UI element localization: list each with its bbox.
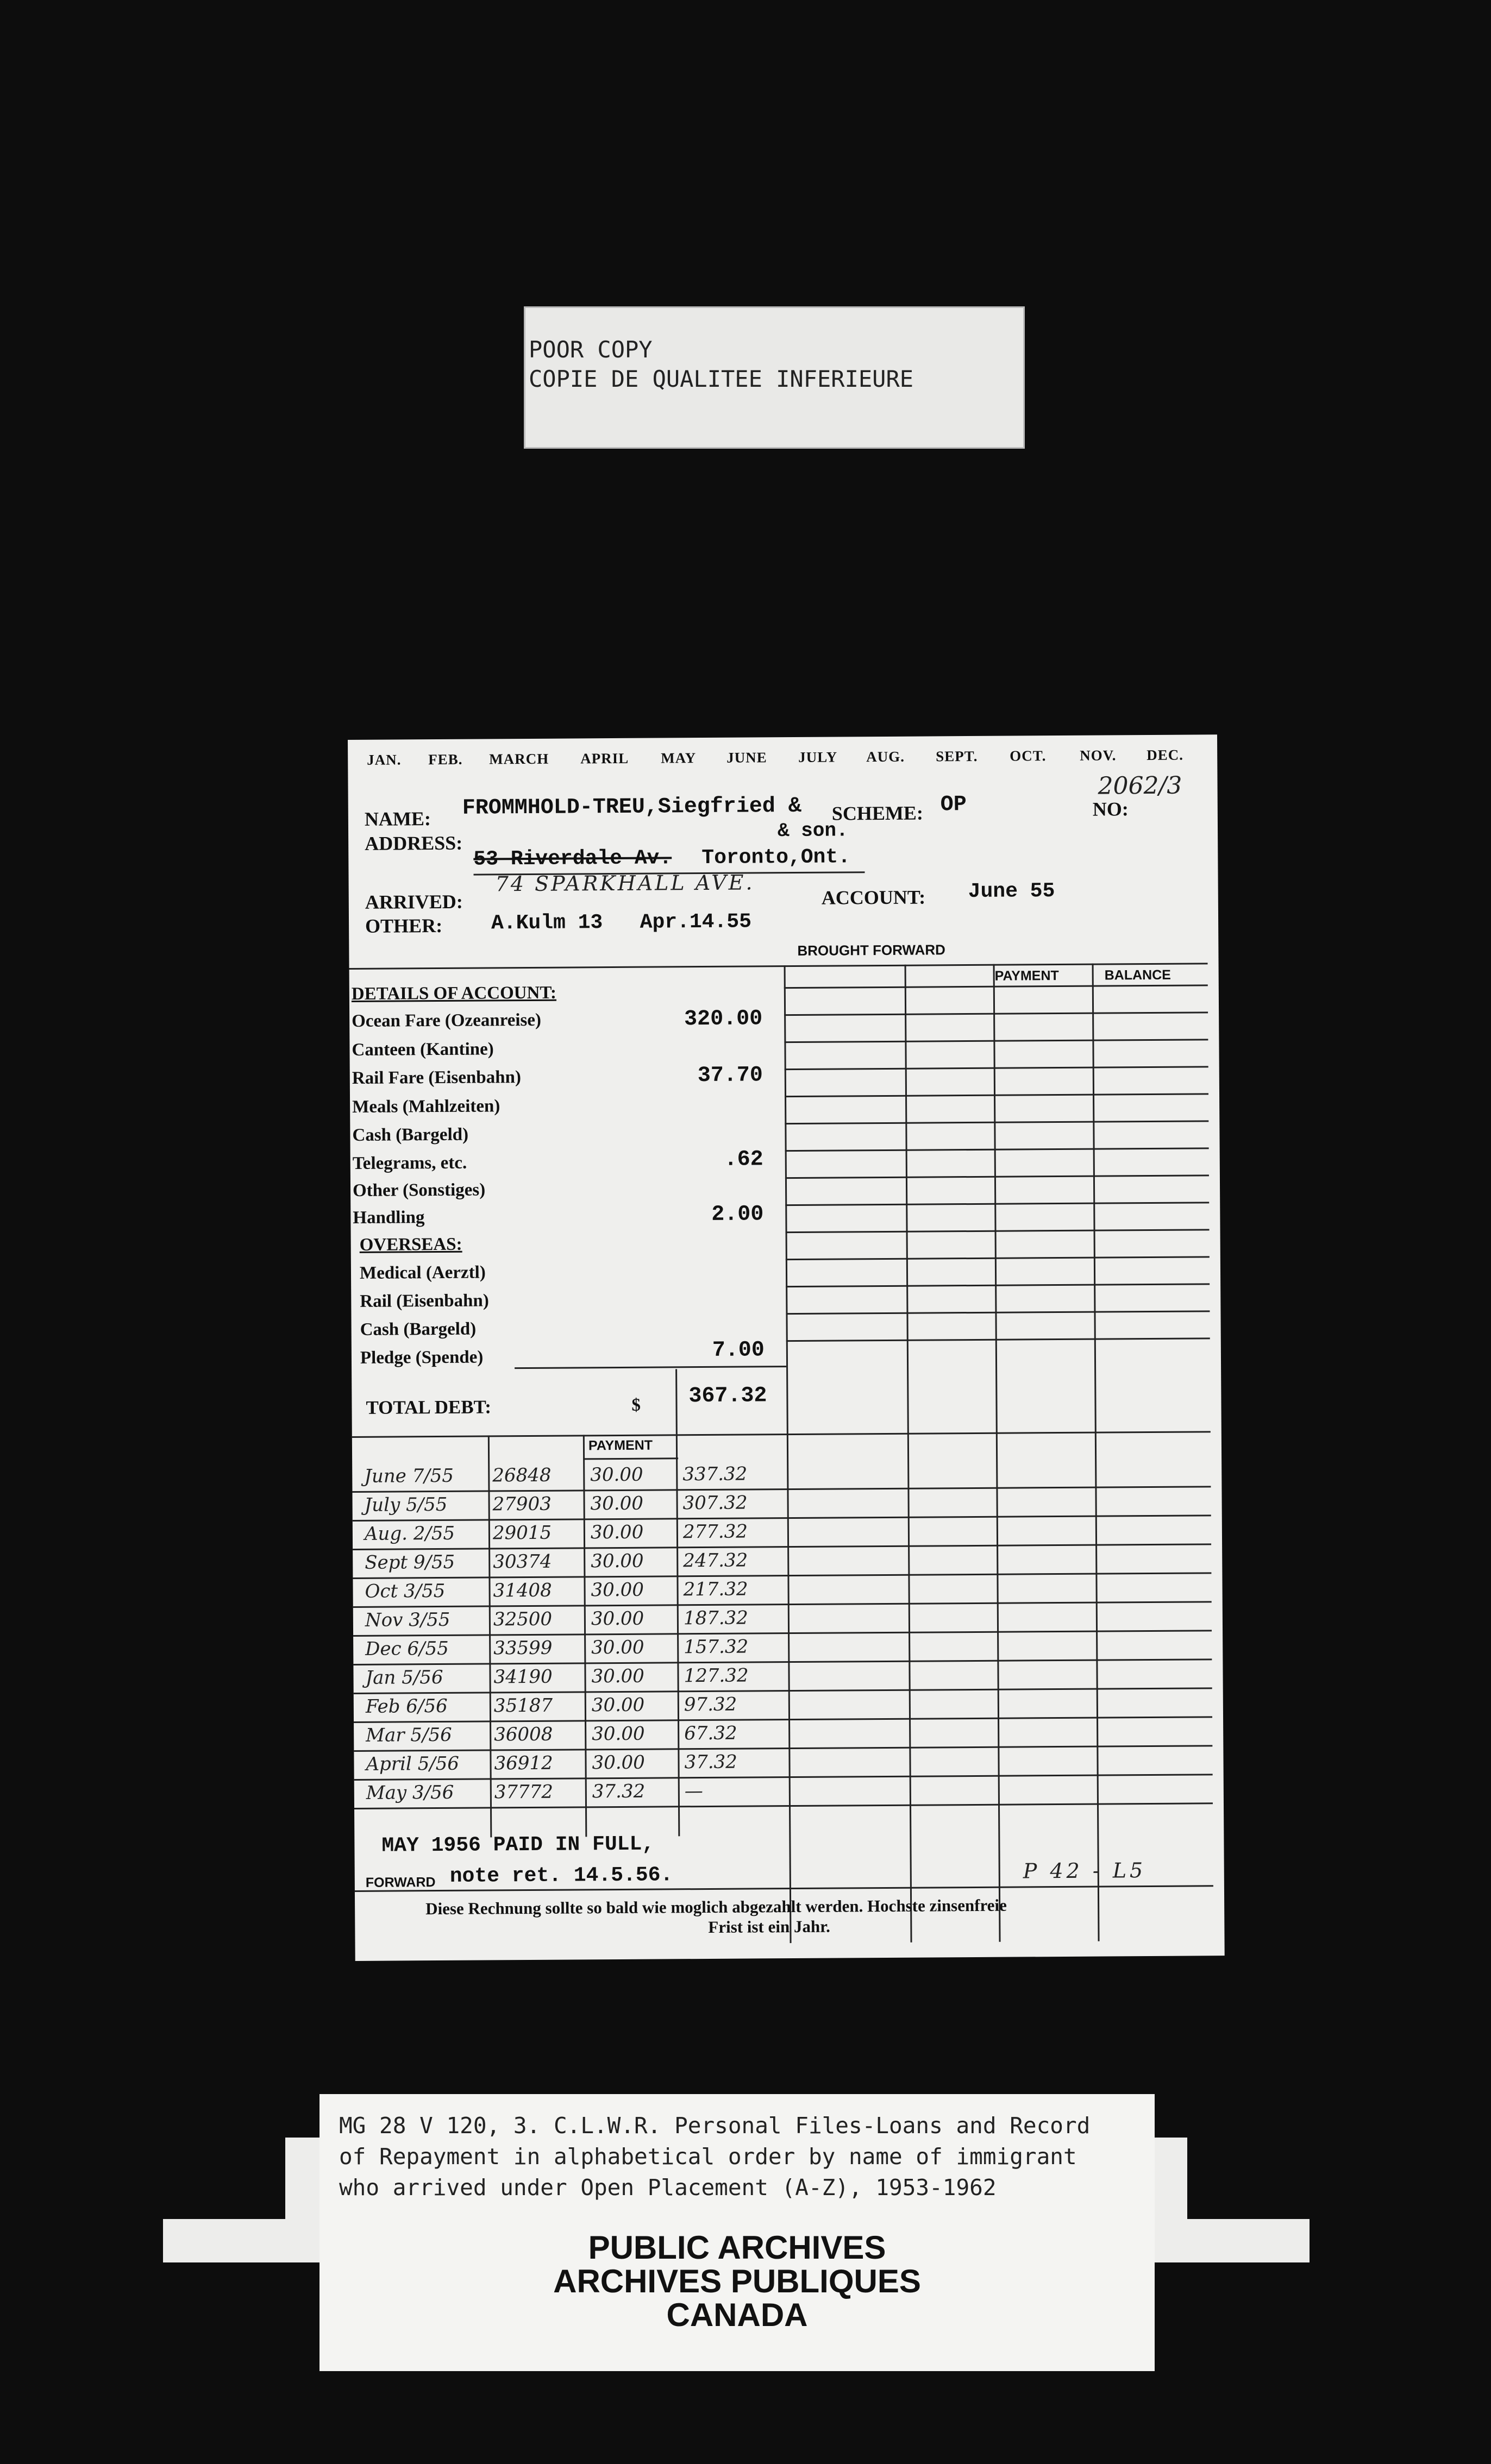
ledger-balance: 67.32 bbox=[684, 1722, 737, 1745]
detail-amount-7: 2.00 bbox=[711, 1202, 764, 1227]
ledger-row-line bbox=[354, 1745, 1212, 1752]
ledger-balance: 157.32 bbox=[684, 1636, 749, 1658]
ledger-date: April 5/56 bbox=[366, 1752, 460, 1775]
ledger-row-line bbox=[354, 1774, 1213, 1781]
poor-copy-line2: COPIE DE QUALITEE INFERIEURE bbox=[529, 366, 914, 392]
poor-copy-label bbox=[524, 306, 1025, 449]
ledger-receipt: 26848 bbox=[492, 1464, 552, 1487]
total-box-left bbox=[675, 1369, 678, 1434]
col-line-4 bbox=[1092, 964, 1100, 1941]
month-dec: DEC. bbox=[1147, 746, 1184, 764]
ledger-receipt: 27903 bbox=[492, 1493, 552, 1516]
account-card bbox=[348, 734, 1225, 1961]
ledger-date: Mar 5/56 bbox=[366, 1724, 452, 1746]
month-sep: SEPT. bbox=[936, 747, 978, 765]
payment-header: PAYMENT bbox=[994, 968, 1059, 984]
ledger-balance: 127.32 bbox=[684, 1664, 749, 1687]
ledger-payment: 30.00 bbox=[591, 1607, 644, 1630]
ledger-payment: 30.00 bbox=[590, 1521, 644, 1544]
ledger-balance: 217.32 bbox=[683, 1578, 748, 1601]
col-line-1 bbox=[784, 965, 792, 1943]
ledger-row-line bbox=[354, 1716, 1212, 1723]
archives-line1: PUBLIC ARCHIVES bbox=[588, 2229, 886, 2266]
ledger-payment: 30.00 bbox=[591, 1550, 644, 1573]
detail-amount-0: 320.00 bbox=[684, 1007, 763, 1032]
balance-header: BALANCE bbox=[1104, 967, 1171, 983]
detail-amount-2: 37.70 bbox=[697, 1063, 763, 1089]
file-number: 2062/3 bbox=[1098, 771, 1182, 800]
detail-label-4: Cash (Bargeld) bbox=[352, 1124, 469, 1145]
ledger-date: Oct 3/55 bbox=[365, 1580, 446, 1602]
ledger-date: Aug. 2/55 bbox=[364, 1522, 455, 1545]
ledger-row-line bbox=[353, 1543, 1211, 1550]
caption-line3: who arrived under Open Placement (A-Z), 1953-1962 bbox=[339, 2174, 997, 2201]
no-label: NO: bbox=[1092, 798, 1129, 820]
ledger-date: May 3/56 bbox=[366, 1781, 454, 1804]
row-line bbox=[785, 1120, 1208, 1124]
detail-amount-5: .62 bbox=[724, 1147, 763, 1172]
ledger-receipt: 36008 bbox=[494, 1723, 553, 1746]
name-label: NAME: bbox=[364, 808, 431, 830]
ledger-date: July 5/55 bbox=[364, 1493, 448, 1516]
caption-box bbox=[320, 2094, 1155, 2223]
ledger-balance: 307.32 bbox=[682, 1492, 748, 1514]
address-handwritten: 74 SPARKHALL AVE. bbox=[495, 870, 755, 896]
month-nov: NOV. bbox=[1080, 747, 1117, 764]
other-label: OTHER: bbox=[365, 914, 443, 937]
ledger-row-line bbox=[354, 1802, 1213, 1809]
ledger-payment: 37.32 bbox=[592, 1780, 646, 1803]
month-feb: FEB. bbox=[428, 751, 463, 768]
arrived-label: ARRIVED: bbox=[365, 890, 463, 913]
ledger-balance: 277.32 bbox=[682, 1520, 748, 1543]
address-city: Toronto,Ont. bbox=[701, 845, 851, 870]
ledger-header-line bbox=[583, 1457, 678, 1460]
ledger-row-line bbox=[354, 1687, 1212, 1694]
detail-amount-12: 7.00 bbox=[712, 1338, 765, 1363]
ledger-row-line bbox=[353, 1514, 1211, 1522]
ledger-receipt: 31408 bbox=[493, 1579, 552, 1602]
col-line-3 bbox=[993, 964, 1001, 1942]
ledger-date: Jan 5/56 bbox=[365, 1666, 443, 1689]
ledger-payment-header: PAYMENT bbox=[588, 1437, 653, 1454]
ledger-row-line bbox=[353, 1658, 1212, 1665]
col-line-2 bbox=[905, 965, 912, 1943]
paid-note-2: note ret. 14.5.56. bbox=[449, 1863, 673, 1888]
name-value: FROMMHOLD-TREU,Siegfried & bbox=[462, 794, 802, 821]
total-value: 367.32 bbox=[688, 1384, 767, 1409]
detail-label-7: Handling bbox=[353, 1208, 425, 1228]
ledger-balance: 97.32 bbox=[684, 1693, 737, 1716]
row-line bbox=[785, 1202, 1209, 1206]
account-value: June 55 bbox=[968, 879, 1055, 904]
total-label: TOTAL DEBT: bbox=[366, 1396, 492, 1418]
poor-copy-line1: POOR COPY bbox=[529, 336, 653, 363]
detail-label-2: Rail Fare (Eisenbahn) bbox=[352, 1067, 522, 1088]
detail-label-1: Canteen (Kantine) bbox=[352, 1039, 494, 1060]
detail-label-6: Other (Sonstiges) bbox=[352, 1180, 486, 1200]
detail-label-11: Cash (Bargeld) bbox=[360, 1319, 477, 1340]
ledger-row-line bbox=[353, 1601, 1212, 1608]
address-old: 53 Riverdale Av. bbox=[473, 846, 672, 871]
ledger-date: Dec 6/55 bbox=[365, 1637, 449, 1660]
row-line bbox=[784, 1011, 1208, 1016]
ledger-receipt: 32500 bbox=[493, 1608, 553, 1631]
detail-label-3: Meals (Mahlzeiten) bbox=[352, 1096, 500, 1117]
month-mar: MARCH bbox=[489, 750, 549, 768]
ledger-payment: 30.00 bbox=[590, 1463, 643, 1486]
ledger-col-3 bbox=[676, 1434, 680, 1836]
detail-label-0: Ocean Fare (Ozeanreise) bbox=[352, 1010, 542, 1031]
pledge-underline bbox=[515, 1366, 786, 1369]
archives-line3: CANADA bbox=[666, 2297, 808, 2333]
ledger-balance: 187.32 bbox=[683, 1607, 748, 1630]
month-oct: OCT. bbox=[1010, 747, 1047, 764]
month-may: MAY bbox=[661, 750, 697, 766]
ledger-payment: 30.00 bbox=[591, 1579, 644, 1601]
caption-notch-right bbox=[1187, 2138, 1310, 2219]
ledger-payment: 30.00 bbox=[592, 1723, 645, 1745]
caption-line2: of Repayment in alphabetical order by name of immigrant bbox=[339, 2144, 1077, 2170]
ledger-receipt: 36912 bbox=[494, 1752, 553, 1775]
ledger-row-line bbox=[353, 1572, 1211, 1579]
row-line bbox=[784, 1039, 1208, 1043]
ledger-balance: 337.32 bbox=[682, 1463, 748, 1486]
month-jan: JAN. bbox=[367, 751, 402, 768]
caption-line1: MG 28 V 120, 3. C.L.W.R. Personal Files-Loans and Record bbox=[339, 2113, 1091, 2139]
ledger-receipt: 33599 bbox=[493, 1637, 553, 1660]
ledger-payment: 30.00 bbox=[591, 1694, 645, 1717]
row-line bbox=[785, 1093, 1208, 1097]
row-line bbox=[786, 1283, 1210, 1287]
ledger-payment: 30.00 bbox=[591, 1665, 645, 1688]
ledger-receipt: 29015 bbox=[492, 1522, 552, 1544]
ledger-date: June 7/55 bbox=[364, 1464, 454, 1487]
archives-line2: ARCHIVES PUBLIQUES bbox=[553, 2263, 921, 2299]
ledger-balance: 247.32 bbox=[683, 1549, 748, 1572]
row-line bbox=[786, 1337, 1210, 1342]
ledger-payment: 30.00 bbox=[590, 1492, 644, 1515]
month-jul: JULY bbox=[798, 749, 838, 765]
ledger-date: Nov 3/55 bbox=[365, 1608, 450, 1631]
month-apr: APRIL bbox=[580, 750, 629, 767]
detail-label-9: Medical (Aerztl) bbox=[359, 1262, 486, 1283]
scheme-value: OP bbox=[940, 793, 967, 818]
other-value: A.Kulm 13 Apr.14.55 bbox=[491, 910, 752, 935]
row-line bbox=[785, 1066, 1208, 1070]
forward-label: FORWARD bbox=[365, 1875, 436, 1890]
month-strip bbox=[348, 746, 1217, 774]
ledger-row-line bbox=[352, 1486, 1211, 1493]
address-label: ADDRESS: bbox=[365, 832, 463, 854]
archives-stamp bbox=[320, 2219, 1155, 2371]
total-currency: $ bbox=[631, 1395, 641, 1415]
month-jun: JUNE bbox=[726, 749, 767, 766]
row-line bbox=[785, 1147, 1209, 1152]
brought-forward: BROUGHT FORWARD bbox=[797, 941, 945, 959]
ledger-date: Feb 6/56 bbox=[365, 1695, 448, 1718]
footer-text-2: Frist ist ein Jahr. bbox=[708, 1916, 830, 1937]
row-line bbox=[785, 1174, 1209, 1179]
name-value-2: & son. bbox=[777, 819, 848, 843]
ledger-balance: — bbox=[684, 1780, 703, 1802]
detail-label-8: OVERSEAS: bbox=[359, 1234, 462, 1255]
footer-text: Diese Rechnung sollte so bald wie moglich abgezahlt werden. Hochste zinsenfreie bbox=[425, 1895, 1007, 1919]
grid-top-line bbox=[349, 963, 1208, 970]
detail-label-12: Pledge (Spende) bbox=[360, 1347, 484, 1368]
ledger-receipt: 30374 bbox=[493, 1550, 552, 1573]
row-line bbox=[784, 984, 1208, 989]
caption-notch-left bbox=[163, 2138, 285, 2219]
detail-label-10: Rail (Eisenbahn) bbox=[360, 1291, 489, 1311]
ledger-balance: 37.32 bbox=[684, 1751, 737, 1774]
ref-handwritten: P 42 - L5 bbox=[1023, 1858, 1147, 1883]
scheme-label: SCHEME: bbox=[831, 802, 923, 825]
ledger-row-line bbox=[353, 1630, 1212, 1637]
ledger-receipt: 37772 bbox=[494, 1781, 554, 1803]
details-title: DETAILS OF ACCOUNT: bbox=[351, 983, 557, 1004]
paid-note-1: MAY 1956 PAID IN FULL, bbox=[381, 1832, 655, 1858]
row-line bbox=[786, 1229, 1210, 1233]
row-line bbox=[786, 1256, 1210, 1260]
ledger-receipt: 35187 bbox=[493, 1694, 553, 1717]
ledger-receipt: 34190 bbox=[493, 1665, 553, 1688]
ledger-col-1 bbox=[488, 1435, 492, 1837]
detail-label-5: Telegrams, etc. bbox=[352, 1153, 467, 1173]
ledger-payment: 30.00 bbox=[591, 1636, 644, 1659]
row-line bbox=[786, 1310, 1210, 1315]
total-bottom-line bbox=[352, 1431, 1211, 1438]
month-aug: AUG. bbox=[866, 748, 905, 765]
ledger-col-2 bbox=[583, 1435, 587, 1837]
ledger-date: Sept 9/55 bbox=[365, 1551, 455, 1574]
account-label: ACCOUNT: bbox=[821, 886, 926, 909]
ledger-payment: 30.00 bbox=[592, 1751, 645, 1774]
